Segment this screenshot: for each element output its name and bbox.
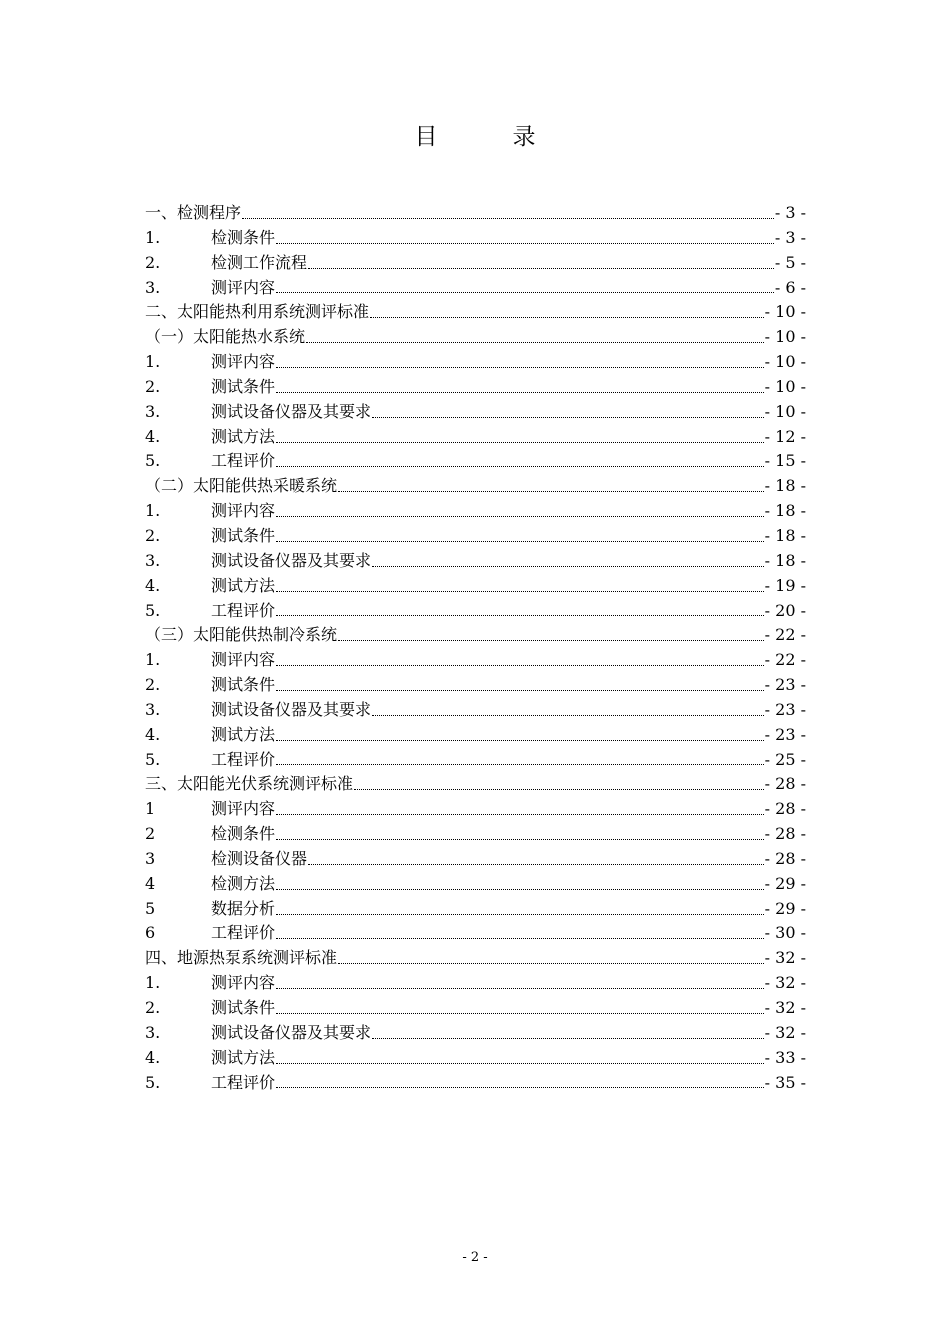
toc-entry-number: 1. — [145, 501, 161, 521]
toc-entry[interactable] — [145, 847, 806, 872]
toc-dot-leader — [276, 665, 764, 666]
toc-entry-number: 3. — [145, 1022, 161, 1042]
toc-entry-title: 测评内容 — [211, 650, 276, 670]
toc-entry-title: 四、地源热泵系统测评标准 — [145, 948, 338, 968]
toc-entry-page: - 22 - — [764, 625, 806, 645]
toc-entry[interactable] — [145, 723, 806, 748]
toc-entry[interactable] — [145, 748, 806, 773]
toc-entry[interactable] — [145, 574, 806, 599]
toc-entry[interactable] — [145, 226, 806, 251]
toc-entry-title: 检测工作流程 — [211, 252, 308, 272]
toc-dot-leader — [276, 442, 764, 443]
toc-entry-page: - 10 - — [764, 302, 806, 322]
toc-entry[interactable] — [145, 549, 806, 574]
toc-dot-leader — [370, 317, 764, 318]
toc-entry-page: - 10 - — [764, 327, 806, 347]
toc-dot-leader — [276, 541, 764, 542]
toc-entry[interactable] — [145, 797, 806, 822]
toc-entry-page: - 23 - — [764, 724, 806, 744]
toc-entry-title: 测试方法 — [211, 724, 276, 744]
toc-entry-title: 数据分析 — [211, 898, 276, 918]
toc-entry-number: 5. — [145, 1072, 161, 1092]
toc-entry[interactable] — [145, 524, 806, 549]
toc-entry-number: 6 — [145, 923, 156, 943]
toc-entry[interactable] — [145, 1071, 806, 1096]
toc-entry-number: 4. — [145, 724, 161, 744]
toc-entry-page: - 6 - — [774, 277, 806, 297]
toc-dot-leader — [276, 1087, 764, 1088]
toc-entry-number: 4. — [145, 426, 161, 446]
toc-entry[interactable] — [145, 822, 806, 847]
toc-entry-title: 测试条件 — [211, 376, 276, 396]
toc-entry-page: - 29 - — [764, 873, 806, 893]
toc-entry-number: 3. — [145, 277, 161, 297]
toc-dot-leader — [276, 814, 764, 815]
toc-entry[interactable] — [145, 1021, 806, 1046]
toc-entry[interactable] — [145, 350, 806, 375]
toc-entry-number: 2. — [145, 675, 161, 695]
toc-dot-leader — [372, 566, 764, 567]
toc-dot-leader — [276, 466, 764, 467]
toc-entry-title: 测试方法 — [211, 426, 276, 446]
toc-entry-page: - 10 - — [764, 376, 806, 396]
toc-entry-number: 1. — [145, 973, 161, 993]
toc-entry-page: - 10 - — [764, 401, 806, 421]
toc-entry[interactable] — [145, 996, 806, 1021]
toc-entry-number: 2. — [145, 525, 161, 545]
toc-entry-page: - 5 - — [774, 252, 806, 272]
page-footer-number: - 2 - — [462, 1250, 488, 1265]
toc-entry[interactable] — [145, 425, 806, 450]
toc-entry[interactable] — [145, 375, 806, 400]
toc-dot-leader — [276, 889, 764, 890]
toc-entry-number: 4. — [145, 1047, 161, 1067]
toc-entry-page: - 25 - — [764, 749, 806, 769]
toc-dot-leader — [276, 764, 764, 765]
toc-entry-page: - 33 - — [764, 1047, 806, 1067]
toc-entry-number: 1 — [145, 799, 156, 819]
table-of-contents — [145, 201, 806, 1095]
toc-entry[interactable] — [145, 499, 806, 524]
toc-entry[interactable] — [145, 251, 806, 276]
toc-entry-title: 工程评价 — [211, 1072, 276, 1092]
toc-entry-title: （一）太阳能热水系统 — [145, 327, 306, 347]
toc-entry[interactable] — [145, 474, 806, 499]
toc-dot-leader — [276, 392, 764, 393]
toc-entry-page: - 3 - — [774, 203, 806, 222]
toc-dot-leader — [276, 1013, 764, 1014]
toc-entry-number: 5. — [145, 451, 161, 471]
toc-entry-number: 4 — [145, 873, 156, 893]
toc-dot-leader — [276, 516, 764, 517]
toc-dot-leader — [276, 591, 764, 592]
toc-entry-page: - 28 - — [764, 774, 806, 794]
toc-entry-title: （二）太阳能供热采暖系统 — [145, 476, 338, 496]
toc-entry[interactable] — [145, 325, 806, 350]
toc-entry-number: 3. — [145, 699, 161, 719]
toc-dot-leader — [276, 292, 774, 293]
toc-dot-leader — [372, 1038, 764, 1039]
toc-dot-leader — [242, 218, 774, 219]
toc-entry-title: 工程评价 — [211, 451, 276, 471]
toc-entry-number: 1. — [145, 650, 161, 670]
toc-entry-page: - 28 - — [764, 799, 806, 819]
toc-dot-leader — [276, 243, 774, 244]
toc-entry-page: - 29 - — [764, 898, 806, 918]
toc-entry[interactable] — [145, 921, 806, 946]
toc-dot-leader — [276, 988, 764, 989]
toc-entry-title: 测评内容 — [211, 799, 276, 819]
toc-entry[interactable] — [145, 300, 806, 325]
toc-entry[interactable] — [145, 599, 806, 624]
toc-entry-title: （三）太阳能供热制冷系统 — [145, 625, 338, 645]
toc-entry-number: 3. — [145, 550, 161, 570]
page-title: 目 录 — [414, 124, 562, 150]
toc-entry[interactable] — [145, 1046, 806, 1071]
toc-entry-title: 测试方法 — [211, 575, 276, 595]
toc-entry-page: - 22 - — [764, 650, 806, 670]
toc-entry[interactable] — [145, 623, 806, 648]
toc-entry-title: 测评内容 — [211, 277, 276, 297]
toc-entry[interactable] — [145, 400, 806, 425]
toc-entry-page: - 28 - — [764, 848, 806, 868]
toc-dot-leader — [276, 740, 764, 741]
toc-entry[interactable] — [145, 772, 806, 797]
toc-entry-page: - 18 - — [764, 550, 806, 570]
toc-dot-leader — [372, 715, 764, 716]
toc-entry[interactable] — [145, 897, 806, 922]
toc-entry-page: - 30 - — [764, 923, 806, 943]
toc-dot-leader — [338, 491, 764, 492]
toc-entry-title: 工程评价 — [211, 749, 276, 769]
toc-dot-leader — [372, 417, 764, 418]
toc-entry-page: - 18 - — [764, 476, 806, 496]
toc-entry[interactable] — [145, 449, 806, 474]
toc-entry[interactable] — [145, 698, 806, 723]
toc-entry-page: - 12 - — [764, 426, 806, 446]
toc-entry[interactable] — [145, 648, 806, 673]
toc-entry-title: 测试设备仪器及其要求 — [211, 1022, 372, 1042]
toc-entry-title: 测评内容 — [211, 501, 276, 521]
toc-entry-title: 一、检测程序 — [145, 203, 242, 222]
toc-entry-page: - 32 - — [764, 973, 806, 993]
toc-entry-title: 测试设备仪器及其要求 — [211, 699, 372, 719]
toc-entry-number: 2. — [145, 998, 161, 1017]
toc-dot-leader — [276, 367, 764, 368]
toc-entry-page: - 35 - — [764, 1072, 806, 1092]
toc-dot-leader — [276, 1063, 764, 1064]
toc-entry-number: 1. — [145, 227, 161, 247]
toc-entry-title: 测试设备仪器及其要求 — [211, 401, 372, 421]
toc-entry-number: 2. — [145, 252, 161, 272]
toc-entry-number: 3. — [145, 401, 161, 421]
toc-entry-title: 测试方法 — [211, 1047, 276, 1067]
toc-entry-page: - 18 - — [764, 525, 806, 545]
toc-entry[interactable] — [145, 201, 806, 226]
toc-dot-leader — [306, 342, 764, 343]
toc-entry-page: - 19 - — [764, 575, 806, 595]
toc-entry-title: 测评内容 — [211, 352, 276, 372]
toc-entry-title: 三、太阳能光伏系统测评标准 — [145, 774, 354, 794]
toc-dot-leader — [276, 914, 764, 915]
toc-entry-page: - 3 - — [774, 227, 806, 247]
toc-entry-number: 3 — [145, 848, 156, 868]
toc-dot-leader — [338, 963, 764, 964]
toc-entry[interactable] — [145, 971, 806, 996]
toc-entry-title: 测评内容 — [211, 973, 276, 993]
toc-dot-leader — [276, 938, 764, 939]
toc-entry-title: 测试条件 — [211, 675, 276, 695]
toc-entry-title: 工程评价 — [211, 600, 276, 620]
toc-dot-leader — [276, 839, 764, 840]
toc-entry-number: 2 — [145, 824, 156, 844]
toc-dot-leader — [308, 268, 774, 269]
toc-entry-page: - 15 - — [764, 451, 806, 471]
toc-entry-number: 2. — [145, 376, 161, 396]
toc-entry[interactable] — [145, 276, 806, 301]
toc-dot-leader — [308, 864, 764, 865]
toc-entry-title: 二、太阳能热利用系统测评标准 — [145, 302, 370, 322]
toc-dot-leader — [276, 690, 764, 691]
toc-entry[interactable] — [145, 673, 806, 698]
toc-entry-title: 工程评价 — [211, 923, 276, 943]
toc-entry[interactable] — [145, 946, 806, 971]
toc-dot-leader — [338, 640, 764, 641]
toc-entry-page: - 18 - — [764, 501, 806, 521]
toc-entry-page: - 23 - — [764, 699, 806, 719]
toc-entry-number: 1. — [145, 352, 161, 372]
toc-entry-title: 检测设备仪器 — [211, 848, 308, 868]
toc-entry-title: 测试设备仪器及其要求 — [211, 550, 372, 570]
toc-entry-number: 5 — [145, 898, 156, 918]
toc-entry-page: - 23 - — [764, 675, 806, 695]
toc-entry-page: - 28 - — [764, 824, 806, 844]
toc-entry-title: 测试条件 — [211, 998, 276, 1017]
toc-entry-title: 检测条件 — [211, 824, 276, 844]
toc-dot-leader — [276, 615, 764, 616]
toc-entry-number: 5. — [145, 600, 161, 620]
toc-entry-page: - 20 - — [764, 600, 806, 620]
toc-entry-title: 检测方法 — [211, 873, 276, 893]
toc-entry-page: - 32 - — [764, 948, 806, 968]
toc-entry-number: 5. — [145, 749, 161, 769]
toc-entry[interactable] — [145, 872, 806, 897]
toc-entry-page: - 32 - — [764, 998, 806, 1017]
toc-entry-title: 测试条件 — [211, 525, 276, 545]
toc-entry-page: - 10 - — [764, 352, 806, 372]
toc-entry-number: 4. — [145, 575, 161, 595]
toc-dot-leader — [354, 789, 764, 790]
toc-entry-title: 检测条件 — [211, 227, 276, 247]
toc-entry-page: - 32 - — [764, 1022, 806, 1042]
